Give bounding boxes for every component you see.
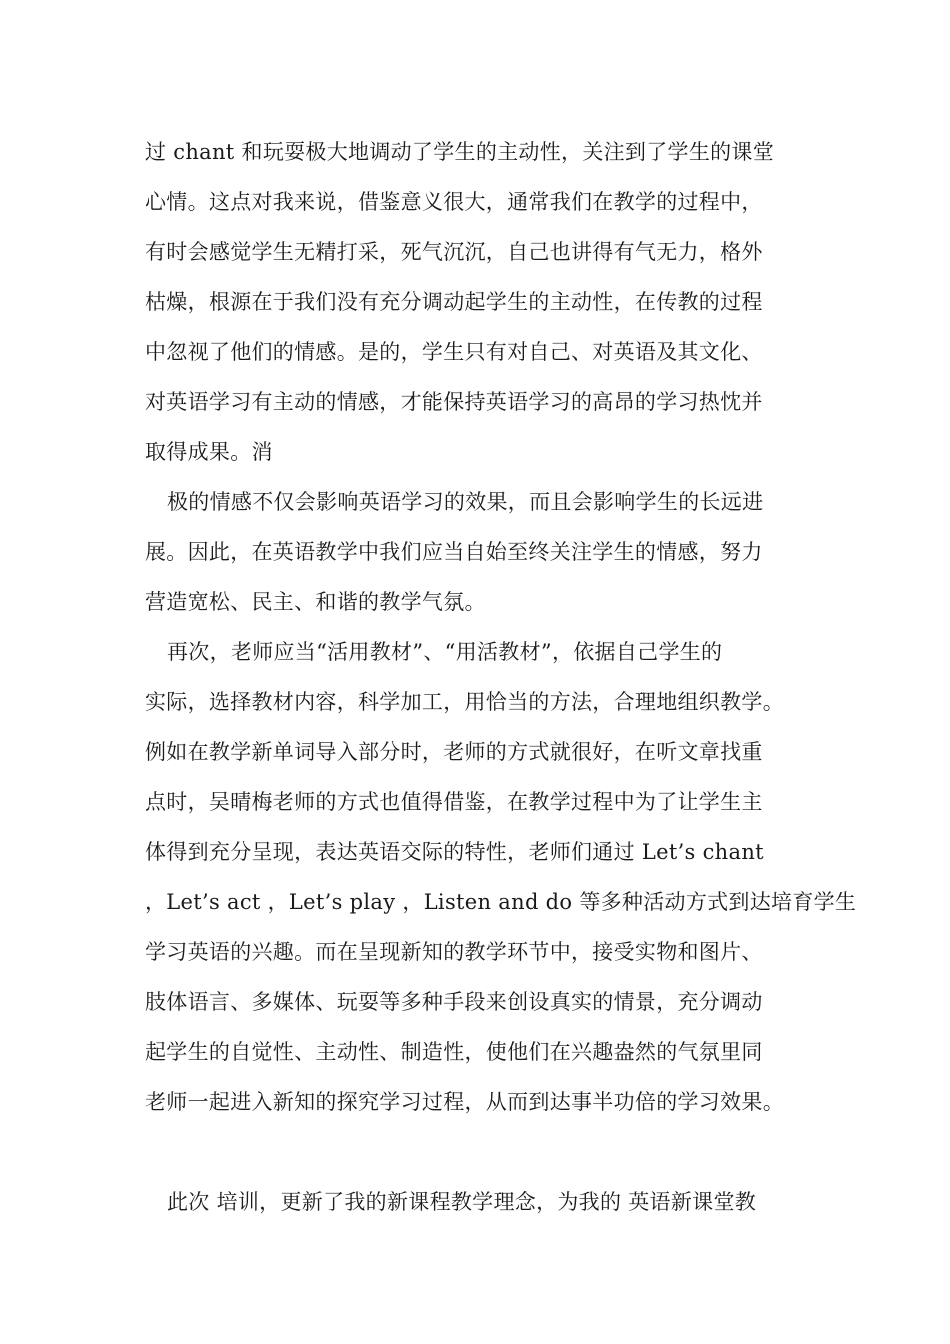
text-line: 学习英语的兴趣。而在呈现新知的教学环节中，接受实物和图片、 <box>145 940 763 964</box>
text-line: 点时，吴晴梅老师的方式也值得借鉴，在教学过程中为了让学生主 <box>145 790 763 814</box>
text-line: 例如在教学新单词导入部分时，老师的方式就很好，在听文章找重 <box>145 740 763 764</box>
text-line: 取得成果。消 <box>145 440 273 464</box>
text-line: 展。因此，在英语教学中我们应当自始至终关注学生的情感，努力 <box>145 540 763 564</box>
text-line: 营造宽松、民主、和谐的教学气氛。 <box>145 590 486 614</box>
text-line: 对英语学习有主动的情感，才能保持英语学习的高昂的学习热忱并 <box>145 390 763 414</box>
text-line: 极的情感不仅会影响英语学习的效果，而且会影响学生的长远进 <box>167 490 764 514</box>
text-line: 体得到充分呈现，表达英语交际的特性，老师们通过 Let’s chant <box>145 840 764 864</box>
text-line: 心情。这点对我来说，借鉴意义很大，通常我们在教学的过程中， <box>145 190 763 214</box>
paragraph-gap <box>145 1127 825 1177</box>
text-line: ，Let’s act ，Let’s play ，Listen and do 等多种活动方式到达培育学生 <box>145 890 857 914</box>
document-body <box>145 127 857 1227</box>
text-line: 起学生的自觉性、主动性、制造性，使他们在兴趣盎然的气氛里同 <box>145 1040 763 1064</box>
text-line: 实际，选择教材内容，科学加工，用恰当的方法，合理地组织教学。 <box>145 690 784 714</box>
text-line: 中忽视了他们的情感。是的，学生只有对自己、对英语及其文化、 <box>145 340 763 364</box>
text-line: 肢体语言、多媒体、玩耍等多种手段来创设真实的情景，充分调动 <box>145 990 763 1014</box>
text-line: 过 chant 和玩耍极大地调动了学生的主动性，关注到了学生的课堂 <box>145 140 775 164</box>
text-line: 枯燥，根源在于我们没有充分调动起学生的主动性，在传教的过程 <box>145 290 763 314</box>
text-line: 此次 培训，更新了我的新课程教学理念，为我的 英语新课堂教 <box>167 1190 757 1214</box>
text-line: 老师一起进入新知的探究学习过程，从而到达事半功倍的学习效果。 <box>145 1090 784 1114</box>
text-line: 有时会感觉学生无精打采，死气沉沉，自己也讲得有气无力，格外 <box>145 240 763 264</box>
text-line: 再次，老师应当“活用教材”、“用活教材”，依据自己学生的 <box>167 640 723 664</box>
